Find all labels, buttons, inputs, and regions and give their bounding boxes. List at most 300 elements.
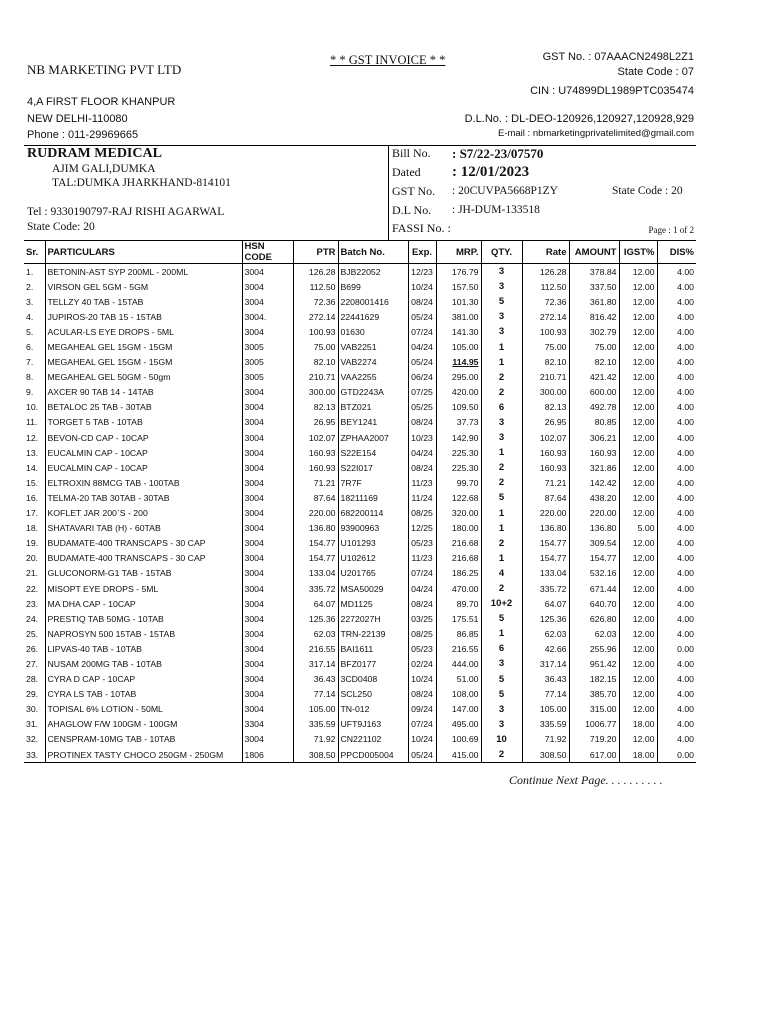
cell-amount: 302.79 (569, 324, 619, 339)
cell-sr: 2. (26, 281, 34, 292)
cell-batch: MD1125 (338, 596, 408, 611)
cell-rate: 317.14 (522, 656, 569, 671)
cell-igst: 12.00 (619, 475, 657, 490)
cell-sr: 18. (26, 523, 39, 534)
cell-expiry: 07/24 (408, 324, 436, 339)
cell-qty: 10+2 (481, 596, 522, 611)
cell-igst: 12.00 (619, 611, 657, 626)
cell-sr: 30. (26, 704, 39, 715)
cell-qty: 2 (481, 385, 522, 400)
cell-hsn: 3004 (242, 506, 293, 521)
cell-hsn: 3004 (242, 490, 293, 505)
cell-hsn: 3004 (242, 430, 293, 445)
cell-particulars: VIRSON GEL 5GM - 5GM (45, 279, 242, 294)
invoice-title: * * GST INVOICE * * (330, 53, 446, 67)
cell-batch: GTD2243A (338, 385, 408, 400)
col-amount: AMOUNT (569, 241, 619, 264)
table-row (24, 355, 696, 370)
cell-ptr: 82.13 (293, 400, 338, 415)
cell-mrp: 295.00 (436, 370, 481, 385)
cell-igst: 12.00 (619, 490, 657, 505)
cell-igst: 12.00 (619, 506, 657, 521)
cell-mrp: 225.30 (436, 460, 481, 475)
cell-igst: 18.00 (619, 747, 657, 763)
cell-mrp: 122.68 (436, 490, 481, 505)
cell-particulars: CYRA LS TAB - 10TAB (45, 687, 242, 702)
seller-address-line2: NEW DELHI-110080 (27, 113, 128, 125)
cell-sr: 13. (26, 447, 39, 458)
cell-ptr: 220.00 (293, 506, 338, 521)
cell-hsn: 3004 (242, 460, 293, 475)
cell-rate: 160.93 (522, 460, 569, 475)
cell-discount: 4.00 (657, 626, 696, 641)
table-row (24, 641, 696, 656)
cell-rate: 77.14 (522, 687, 569, 702)
cell-igst: 12.00 (619, 309, 657, 324)
cell-ptr: 26.95 (293, 415, 338, 430)
cell-particulars: PRESTIQ TAB 50MG - 10TAB (45, 611, 242, 626)
cell-expiry: 08/24 (408, 460, 436, 475)
cell-ptr: 317.14 (293, 656, 338, 671)
cell-expiry: 05/24 (408, 309, 436, 324)
seller-dl-number: D.L.No. : DL-DEO-120926,120927,120928,929 (464, 113, 694, 125)
cell-particulars: BUDAMATE-400 TRANSCAPS - 30 CAP (45, 536, 242, 551)
cell-ptr: 136.80 (293, 521, 338, 536)
cell-sr: 25. (26, 628, 39, 639)
cell-mrp: 114.95 (436, 355, 481, 370)
table-row (24, 475, 696, 490)
col-igst: IGST% (619, 241, 657, 264)
cell-mrp: 216.55 (436, 641, 481, 656)
cell-discount: 4.00 (657, 687, 696, 702)
cell-ptr: 126.28 (293, 264, 338, 280)
table-row (24, 339, 696, 354)
cell-expiry: 10/24 (408, 672, 436, 687)
bill-number: : S7/22-23/07570 (452, 146, 544, 161)
cell-sr: 6. (26, 342, 34, 353)
cell-qty: 5 (481, 672, 522, 687)
cell-batch: U201765 (338, 566, 408, 581)
cell-discount: 4.00 (657, 460, 696, 475)
cell-sr: 3. (26, 296, 34, 307)
table-row (24, 581, 696, 596)
cell-qty: 4 (481, 566, 522, 581)
cell-hsn: 3004 (242, 264, 293, 280)
cell-particulars: EUCALMIN CAP - 10CAP (45, 460, 242, 475)
cell-sr: 29. (26, 689, 39, 700)
seller-state-code: State Code : 07 (617, 66, 694, 78)
buyer-gst-number: : 20CUVPA5668P1ZY (452, 185, 558, 197)
cell-particulars: MEGAHEAL GEL 50GM - 50gm (45, 370, 242, 385)
cell-qty: 5 (481, 294, 522, 309)
table-row (24, 370, 696, 385)
cell-particulars: SHATAVARI TAB (H) - 60TAB (45, 521, 242, 536)
cell-sr: 32. (26, 734, 39, 745)
seller-cin: CIN : U74899DL1989PTC035474 (530, 85, 694, 97)
cell-discount: 4.00 (657, 596, 696, 611)
cell-discount: 4.00 (657, 294, 696, 309)
table-row (24, 687, 696, 702)
cell-batch: 2272027H (338, 611, 408, 626)
cell-discount: 4.00 (657, 506, 696, 521)
cell-igst: 12.00 (619, 551, 657, 566)
cell-expiry: 07/25 (408, 385, 436, 400)
table-row (24, 672, 696, 687)
bill-date: : 12/01/2023 (452, 164, 530, 180)
cell-sr: 1. (26, 266, 34, 277)
cell-sr: 11. (26, 417, 38, 428)
cell-igst: 12.00 (619, 264, 657, 280)
buyer-gst-label: GST No. (392, 184, 436, 198)
cell-batch: VAA2255 (338, 370, 408, 385)
cell-batch: U102612 (338, 551, 408, 566)
cell-particulars: CYRA D CAP - 10CAP (45, 672, 242, 687)
cell-igst: 12.00 (619, 324, 657, 339)
cell-rate: 220.00 (522, 506, 569, 521)
cell-expiry: 05/23 (408, 536, 436, 551)
cell-amount: 160.93 (569, 445, 619, 460)
cell-amount: 617.00 (569, 747, 619, 763)
cell-batch: S22E154 (338, 445, 408, 460)
cell-rate: 133.04 (522, 566, 569, 581)
cell-batch: 682200114 (338, 506, 408, 521)
page-number: Page : 1 of 2 (648, 225, 694, 235)
cell-hsn: 3004 (242, 611, 293, 626)
cell-expiry: 04/24 (408, 339, 436, 354)
buyer-telephone: Tel : 9330190797-RAJ RISHI AGARWAL (27, 206, 225, 218)
cell-qty: 3 (481, 415, 522, 430)
cell-batch: 2208001416 (338, 294, 408, 309)
cell-igst: 12.00 (619, 732, 657, 747)
cell-ptr: 72.36 (293, 294, 338, 309)
cell-rate: 160.93 (522, 445, 569, 460)
cell-expiry: 05/23 (408, 641, 436, 656)
cell-batch: 93900963 (338, 521, 408, 536)
cell-mrp: 381.00 (436, 309, 481, 324)
continue-next-page: Continue Next Page. . . . . . . . . . (509, 773, 663, 787)
cell-igst: 12.00 (619, 370, 657, 385)
cell-expiry: 05/25 (408, 400, 436, 415)
cell-mrp: 180.00 (436, 521, 481, 536)
cell-sr: 17. (26, 508, 39, 519)
cell-batch: CN221102 (338, 732, 408, 747)
cell-discount: 4.00 (657, 309, 696, 324)
cell-sr: 21. (26, 568, 39, 579)
table-row (24, 626, 696, 641)
cell-ptr: 102.07 (293, 430, 338, 445)
cell-igst: 12.00 (619, 687, 657, 702)
cell-hsn: 3004 (242, 581, 293, 596)
cell-hsn: 3004 (242, 445, 293, 460)
cell-igst: 12.00 (619, 279, 657, 294)
cell-amount: 142.42 (569, 475, 619, 490)
cell-amount: 182.15 (569, 672, 619, 687)
items-table (24, 240, 696, 763)
cell-igst: 12.00 (619, 460, 657, 475)
cell-mrp: 101.30 (436, 294, 481, 309)
col-discount: DIS% (657, 241, 696, 264)
cell-batch: 01630 (338, 324, 408, 339)
table-row (24, 566, 696, 581)
buyer-dl-number: : JH-DUM-133518 (452, 204, 540, 216)
cell-ptr: 75.00 (293, 339, 338, 354)
cell-batch: MSA50029 (338, 581, 408, 596)
cell-mrp: 157.50 (436, 279, 481, 294)
cell-discount: 4.00 (657, 324, 696, 339)
cell-expiry: 04/24 (408, 445, 436, 460)
cell-discount: 4.00 (657, 339, 696, 354)
bill-date-label: Dated (392, 165, 421, 179)
cell-ptr: 36.43 (293, 672, 338, 687)
cell-qty: 1 (481, 521, 522, 536)
cell-expiry: 08/25 (408, 626, 436, 641)
cell-amount: 1006.77 (569, 717, 619, 732)
cell-rate: 42.66 (522, 641, 569, 656)
cell-qty: 5 (481, 490, 522, 505)
cell-qty: 1 (481, 355, 522, 370)
cell-igst: 12.00 (619, 702, 657, 717)
cell-igst: 12.00 (619, 415, 657, 430)
cell-qty: 6 (481, 641, 522, 656)
cell-discount: 4.00 (657, 264, 696, 280)
cell-particulars: NAPROSYN 500 15TAB - 15TAB (45, 626, 242, 641)
cell-qty: 3 (481, 430, 522, 445)
cell-expiry: 10/24 (408, 732, 436, 747)
cell-amount: 378.84 (569, 264, 619, 280)
cell-rate: 210.71 (522, 370, 569, 385)
col-qty: QTY. (481, 241, 522, 264)
cell-mrp: 105.00 (436, 339, 481, 354)
col-hsn-code: HSN CODE (242, 241, 293, 264)
cell-sr: 10. (26, 402, 39, 413)
table-row (24, 294, 696, 309)
cell-igst: 12.00 (619, 294, 657, 309)
cell-expiry: 08/24 (408, 687, 436, 702)
table-row (24, 506, 696, 521)
cell-mrp: 176.79 (436, 264, 481, 280)
cell-discount: 4.00 (657, 581, 696, 596)
cell-batch: 7R7F (338, 475, 408, 490)
table-row (24, 279, 696, 294)
cell-batch: 22441629 (338, 309, 408, 324)
cell-rate: 71.92 (522, 732, 569, 747)
cell-qty: 3 (481, 324, 522, 339)
cell-amount: 62.03 (569, 626, 619, 641)
cell-ptr: 105.00 (293, 702, 338, 717)
cell-sr: 28. (26, 674, 39, 685)
cell-particulars: ACULAR-LS EYE DROPS - 5ML (45, 324, 242, 339)
cell-qty: 2 (481, 460, 522, 475)
cell-igst: 12.00 (619, 581, 657, 596)
cell-discount: 4.00 (657, 445, 696, 460)
cell-discount: 4.00 (657, 672, 696, 687)
cell-particulars: AXCER 90 TAB 14 - 14TAB (45, 385, 242, 400)
items-table-header (24, 241, 696, 264)
cell-igst: 12.00 (619, 339, 657, 354)
cell-amount: 80.85 (569, 415, 619, 430)
cell-ptr: 160.93 (293, 460, 338, 475)
cell-ptr: 71.92 (293, 732, 338, 747)
cell-expiry: 04/24 (408, 581, 436, 596)
cell-igst: 12.00 (619, 672, 657, 687)
table-row (24, 702, 696, 717)
table-row (24, 536, 696, 551)
cell-sr: 14. (26, 462, 39, 473)
cell-igst: 12.00 (619, 430, 657, 445)
cell-particulars: KOFLET JAR 200`S - 200 (45, 506, 242, 521)
cell-expiry: 11/24 (408, 490, 436, 505)
cell-rate: 36.43 (522, 672, 569, 687)
cell-qty: 2 (481, 475, 522, 490)
cell-rate: 71.21 (522, 475, 569, 490)
cell-ptr: 154.77 (293, 536, 338, 551)
cell-amount: 154.77 (569, 551, 619, 566)
cell-ptr: 77.14 (293, 687, 338, 702)
cell-sr: 27. (26, 658, 39, 669)
table-row (24, 656, 696, 671)
cell-amount: 337.50 (569, 279, 619, 294)
cell-sr: 4. (26, 311, 34, 322)
cell-mrp: 147.00 (436, 702, 481, 717)
cell-igst: 12.00 (619, 445, 657, 460)
cell-expiry: 03/25 (408, 611, 436, 626)
cell-discount: 4.00 (657, 521, 696, 536)
cell-rate: 105.00 (522, 702, 569, 717)
cell-batch: BFZ0177 (338, 656, 408, 671)
cell-rate: 126.28 (522, 264, 569, 280)
cell-mrp: 444.00 (436, 656, 481, 671)
cell-expiry: 12/25 (408, 521, 436, 536)
cell-amount: 361.80 (569, 294, 619, 309)
cell-ptr: 71.21 (293, 475, 338, 490)
cell-expiry: 11/23 (408, 475, 436, 490)
cell-expiry: 07/24 (408, 566, 436, 581)
cell-sr: 26. (26, 643, 39, 654)
cell-qty: 1 (481, 551, 522, 566)
cell-sr: 23. (26, 598, 39, 609)
cell-mrp: 108.00 (436, 687, 481, 702)
cell-hsn: 3004 (242, 521, 293, 536)
cell-particulars: AHAGLOW F/W 100GM - 100GM (45, 717, 242, 732)
table-row (24, 400, 696, 415)
cell-discount: 4.00 (657, 355, 696, 370)
cell-igst: 12.00 (619, 355, 657, 370)
cell-amount: 136.80 (569, 521, 619, 536)
table-row (24, 732, 696, 747)
cell-expiry: 11/23 (408, 551, 436, 566)
cell-rate: 112.50 (522, 279, 569, 294)
cell-hsn: 3004 (242, 385, 293, 400)
cell-hsn: 3004 (242, 400, 293, 415)
seller-phone: Phone : 011-29969665 (27, 129, 139, 141)
cell-batch: UFT9J163 (338, 717, 408, 732)
cell-expiry: 10/24 (408, 279, 436, 294)
table-row (24, 611, 696, 626)
cell-rate: 300.00 (522, 385, 569, 400)
cell-ptr: 300.00 (293, 385, 338, 400)
cell-amount: 385.70 (569, 687, 619, 702)
table-row (24, 430, 696, 445)
buyer-name: RUDRAM MEDICAL (27, 146, 162, 161)
cell-particulars: MEGAHEAL GEL 15GM - 15GM (45, 339, 242, 354)
cell-rate: 26.95 (522, 415, 569, 430)
cell-amount: 600.00 (569, 385, 619, 400)
col-sr: Sr. (24, 241, 45, 264)
cell-rate: 82.13 (522, 400, 569, 415)
table-row (24, 596, 696, 611)
cell-amount: 75.00 (569, 339, 619, 354)
cell-particulars: NUSAM 200MG TAB - 10TAB (45, 656, 242, 671)
cell-expiry: 10/23 (408, 430, 436, 445)
cell-rate: 335.59 (522, 717, 569, 732)
cell-mrp: 141.30 (436, 324, 481, 339)
cell-hsn: 1806 (242, 747, 293, 763)
cell-discount: 4.00 (657, 611, 696, 626)
cell-hsn: 3004 (242, 475, 293, 490)
cell-rate: 75.00 (522, 339, 569, 354)
cell-mrp: 225.30 (436, 445, 481, 460)
cell-hsn: 3004 (242, 702, 293, 717)
cell-qty: 2 (481, 581, 522, 596)
cell-rate: 62.03 (522, 626, 569, 641)
cell-batch: SCL250 (338, 687, 408, 702)
cell-particulars: MEGAHEAL GEL 15GM - 15GM (45, 355, 242, 370)
buyer-dl-label: D.L No. (392, 203, 432, 217)
cell-particulars: ELTROXIN 88MCG TAB - 100TAB (45, 475, 242, 490)
cell-amount: 640.70 (569, 596, 619, 611)
cell-sr: 5. (26, 326, 34, 337)
table-row (24, 490, 696, 505)
cell-ptr: 335.59 (293, 717, 338, 732)
cell-rate: 154.77 (522, 536, 569, 551)
cell-sr: 24. (26, 613, 39, 624)
cell-hsn: 3004 (242, 551, 293, 566)
col-particulars: PARTICULARS (45, 241, 242, 264)
cell-rate: 72.36 (522, 294, 569, 309)
cell-igst: 12.00 (619, 641, 657, 656)
table-row (24, 385, 696, 400)
cell-batch: TRN-22139 (338, 626, 408, 641)
col-mrp: MRP. (436, 241, 481, 264)
cell-hsn: 3004 (242, 732, 293, 747)
cell-expiry: 12/23 (408, 264, 436, 280)
cell-qty: 10 (481, 732, 522, 747)
cell-mrp: 320.00 (436, 506, 481, 521)
cell-particulars: CENSPRAM-10MG TAB - 10TAB (45, 732, 242, 747)
cell-particulars: LIPVAS-40 TAB - 10TAB (45, 641, 242, 656)
cell-batch: PPCD005004 (338, 747, 408, 763)
cell-rate: 125.36 (522, 611, 569, 626)
cell-mrp: 420.00 (436, 385, 481, 400)
cell-batch: BAI1611 (338, 641, 408, 656)
cell-ptr: 112.50 (293, 279, 338, 294)
cell-particulars: BETALOC 25 TAB - 30TAB (45, 400, 242, 415)
cell-particulars: MISOPT EYE DROPS - 5ML (45, 581, 242, 596)
cell-amount: 719.20 (569, 732, 619, 747)
cell-particulars: TELMA-20 TAB 30TAB - 30TAB (45, 490, 242, 505)
cell-discount: 4.00 (657, 490, 696, 505)
cell-discount: 4.00 (657, 551, 696, 566)
cell-particulars: TORGET 5 TAB - 10TAB (45, 415, 242, 430)
table-row (24, 309, 696, 324)
buyer-state-code: State Code: 20 (27, 221, 95, 233)
cell-mrp: 186.25 (436, 566, 481, 581)
cell-ptr: 62.03 (293, 626, 338, 641)
cell-qty: 1 (481, 626, 522, 641)
cell-discount: 4.00 (657, 415, 696, 430)
cell-ptr: 100.93 (293, 324, 338, 339)
cell-mrp: 109.50 (436, 400, 481, 415)
